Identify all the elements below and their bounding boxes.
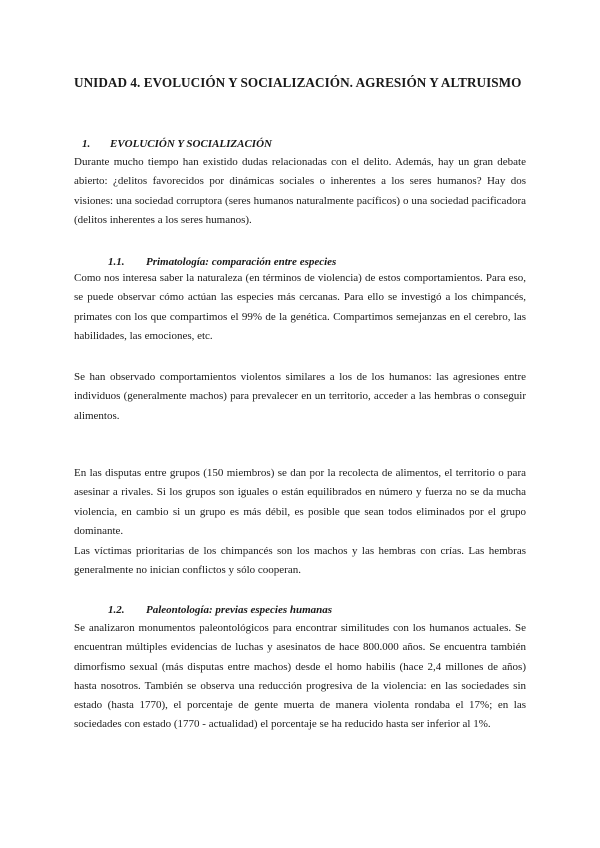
section-1-paragraph: Durante mucho tiempo han existido dudas relacionadas con el delito. Además, hay un gran debate abierto: ¿delitos favorecidos por dinámicas sociales o inherentes a los seres humanos? Hay dos visiones: una sociedad corruptora (seres humanos naturalmente pacíficos) o una sociedad pacificadora (delitos inherentes a los seres humanos). [74, 156, 526, 226]
section-1-1-paragraph-4: Las víctimas prioritarias de los chimpancés son los machos y las hembras con crías. Las hembras generalmente no inician conflictos y sólo cooperan. [74, 545, 526, 577]
section-1-1-paragraph-1: Como nos interesa saber la naturaleza (en términos de violencia) de estos comportamientos. Para eso, se puede observar cómo actúan las especies más cercanas. Para ello se investigó a los chimpancés, primates con los que compartimos el 99% de la genética. Compartimos semejanzas en el cerebro, las habilidades, las emociones, etc. [74, 272, 526, 342]
section-1-title: EVOLUCIÓN Y SOCIALIZACIÓN [110, 138, 272, 150]
document-title: UNIDAD 4. EVOLUCIÓN Y SOCIALIZACIÓN. AGRESIÓN Y ALTRUISMO [74, 75, 522, 90]
section-1-1-number: 1.1. [108, 256, 125, 268]
section-1-2-paragraph: Se analizaron monumentos paleontológicos para encontrar similitudes con los humanos actuales. Se encuentran múltiples evidencias de luchas y asesinatos de hace 800.000 años. Se encuentra también dimorfismo sexual (más disputas entre machos) desde el homo habilis (hace 2,4 millones de años) hasta nosotros. También se observa una reducción progresiva de la violencia: en las sociedades sin estado (hasta 1770), el porcentaje de gente muerta de manera violenta rondaba el 17%; en las sociedades con estado (1770 - actualidad) el porcentaje se ha reducido hasta ser inferior al 1%. [74, 622, 526, 731]
section-1-number: 1. [82, 138, 91, 150]
section-1-1-title: Primatología: comparación entre especies [146, 256, 337, 268]
section-1-1-paragraph-2: Se han observado comportamientos violentos similares a los de los humanos: las agresiones entre individuos (generalmente machos) para prevalecer en un territorio, acceder a las hembras o conseguir alimentos. [74, 371, 526, 422]
section-1-2-number: 1.2. [108, 604, 125, 616]
section-1-1-paragraph-3: En las disputas entre grupos (150 miembros) se dan por la recolecta de alimentos, el territorio o para asesinar a rivales. Si los grupos son iguales o están equilibrados en número y fuerza no se da mucha violencia, en cambio si un grupo es más débil, es posible que sean todos eliminados por el grupo dominante. [74, 467, 526, 537]
section-1-2-heading [108, 604, 332, 616]
section-1-2-title: Paleontología: previas especies humanas [146, 604, 333, 616]
section-1-1-heading [108, 256, 336, 268]
section-1-heading [82, 138, 272, 150]
